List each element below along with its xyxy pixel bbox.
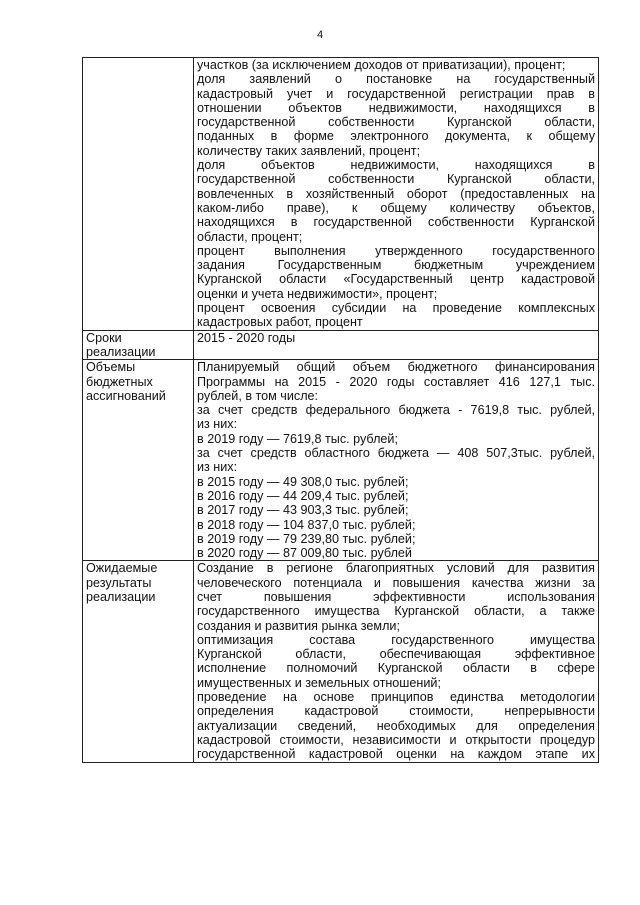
content-line: из них: [197, 417, 238, 432]
row-label-cell [83, 360, 194, 561]
content-line: государственной кадастровой оценки на каждом этапе их [197, 747, 595, 762]
row-expected-results [83, 561, 599, 762]
content-line: отношении объектов недвижимости, находящихся в [197, 100, 595, 115]
content-line: Курганской области «Государственный центр кадастровой [197, 272, 595, 287]
row-label-cell [83, 561, 194, 762]
row-label-line: результаты [86, 575, 152, 590]
row-label-cell [83, 58, 194, 331]
row-label-line: Сроки [86, 330, 122, 345]
content-line: счет повышения эффективности использования [197, 589, 595, 604]
content-line: находящихся в государственной собственности Курганской [197, 215, 595, 230]
content-line: области, процент; [197, 229, 303, 244]
content-line: государственного имущества Курганской области, а также [197, 604, 595, 619]
page-number: 4 [316, 29, 324, 41]
row-label-line: реализации [86, 344, 156, 359]
content-line: участков (за исключением доходов от приватизации), процент; [197, 58, 566, 72]
row-label-line: бюджетных [86, 374, 153, 389]
content-line: государственной собственности Курганской области, [197, 172, 595, 187]
content-line: доля объектов недвижимости, находящихся в [197, 158, 595, 173]
content-line: Создание в регионе благоприятных условий для развития [197, 561, 595, 576]
content-line: в 2019 году — 7619,8 тыс. рублей; [197, 431, 398, 446]
row-label-line: ассигнований [86, 388, 166, 403]
program-passport-table [82, 57, 599, 763]
content-line: в 2020 году — 87 009,80 тыс. рублей [197, 546, 412, 561]
content-line: оптимизация состава государственного имущества [197, 632, 595, 647]
content-line: задания Государственным бюджетным учреждением [197, 258, 595, 273]
content-line: процент выполнения утвержденного государственного [197, 243, 595, 258]
content-line: имущественных и земельных отношений; [197, 675, 441, 690]
row-label-line: Объемы [86, 360, 136, 375]
row-label-line: реализации [86, 589, 156, 604]
content-line: процент освоения субсидии на проведение комплексных [197, 301, 595, 316]
row-content-cell [194, 360, 599, 561]
content-line: исполнение полномочий Курганской области в сфере [197, 661, 595, 676]
content-line: государственной собственности Курганской области, [197, 115, 595, 130]
content-line: в 2015 году — 49 308,0 тыс. рублей; [197, 474, 409, 489]
content-line: каком-либо праве), к общему количеству объектов, [197, 200, 595, 215]
row-implementation-period [83, 330, 599, 360]
content-line: вовлеченных в хозяйственный оборот (предоставленных на [197, 186, 595, 201]
content-line: 2015 - 2020 годы [197, 330, 296, 345]
content-line: за счет средств областного бюджета — 408 507,3тыс. рублей, [197, 446, 595, 461]
content-line: из них: [197, 460, 238, 475]
content-line: человеческого потенциала и повышения качества жизни за [197, 575, 595, 590]
content-line: актуализации сведений, необходимых для определения [197, 718, 595, 733]
content-line: оценки и учета недвижимости», процент; [197, 286, 438, 301]
content-line: за счет средств федерального бюджета - 7619,8 тыс. рублей, [197, 403, 595, 418]
content-line: кадастровых работ, процент [197, 315, 363, 330]
content-line: проведение на основе принципов единства методологии [197, 690, 595, 705]
content-line: Планируемый общий объем бюджетного финансирования [197, 360, 595, 375]
content-line: кадастровый учет и государственной регистрации прав в [197, 86, 595, 101]
row-content-cell [194, 330, 599, 360]
row-budget-allocations [83, 360, 599, 561]
content-line: в 2016 году — 44 209,4 тыс. рублей; [197, 488, 409, 503]
content-line: рублей, в том числе: [197, 388, 319, 403]
content-line: в 2019 году — 79 239,80 тыс. рублей; [197, 531, 416, 546]
row-content-cell [194, 58, 599, 331]
content-line: определения кадастровой стоимости, непрерывности [197, 704, 595, 719]
content-line: доля заявлений о постановке на государственный [197, 72, 595, 87]
content-line: количеству таких заявлений, процент; [197, 143, 421, 158]
content-line: поданных в форме электронного документа, к общему [197, 129, 595, 144]
row-label-line: Ожидаемые [86, 561, 158, 576]
row-label-cell [83, 330, 194, 360]
content-line: в 2017 году — 43 903,3 тыс. рублей; [197, 503, 409, 518]
content-line: Программы на 2015 - 2020 годы составляет 416 127,1 тыс. [197, 374, 595, 389]
content-line: создания и развития рынка земли; [197, 618, 400, 633]
content-line: кадастровой стоимости, независимости и открытости процедур [197, 732, 595, 747]
row-indicators [83, 58, 599, 331]
row-content-cell [194, 561, 599, 762]
content-line: в 2018 году — 104 837,0 тыс. рублей; [197, 517, 416, 532]
content-line: Курганской области, обеспечивающая эффективное [197, 647, 595, 662]
